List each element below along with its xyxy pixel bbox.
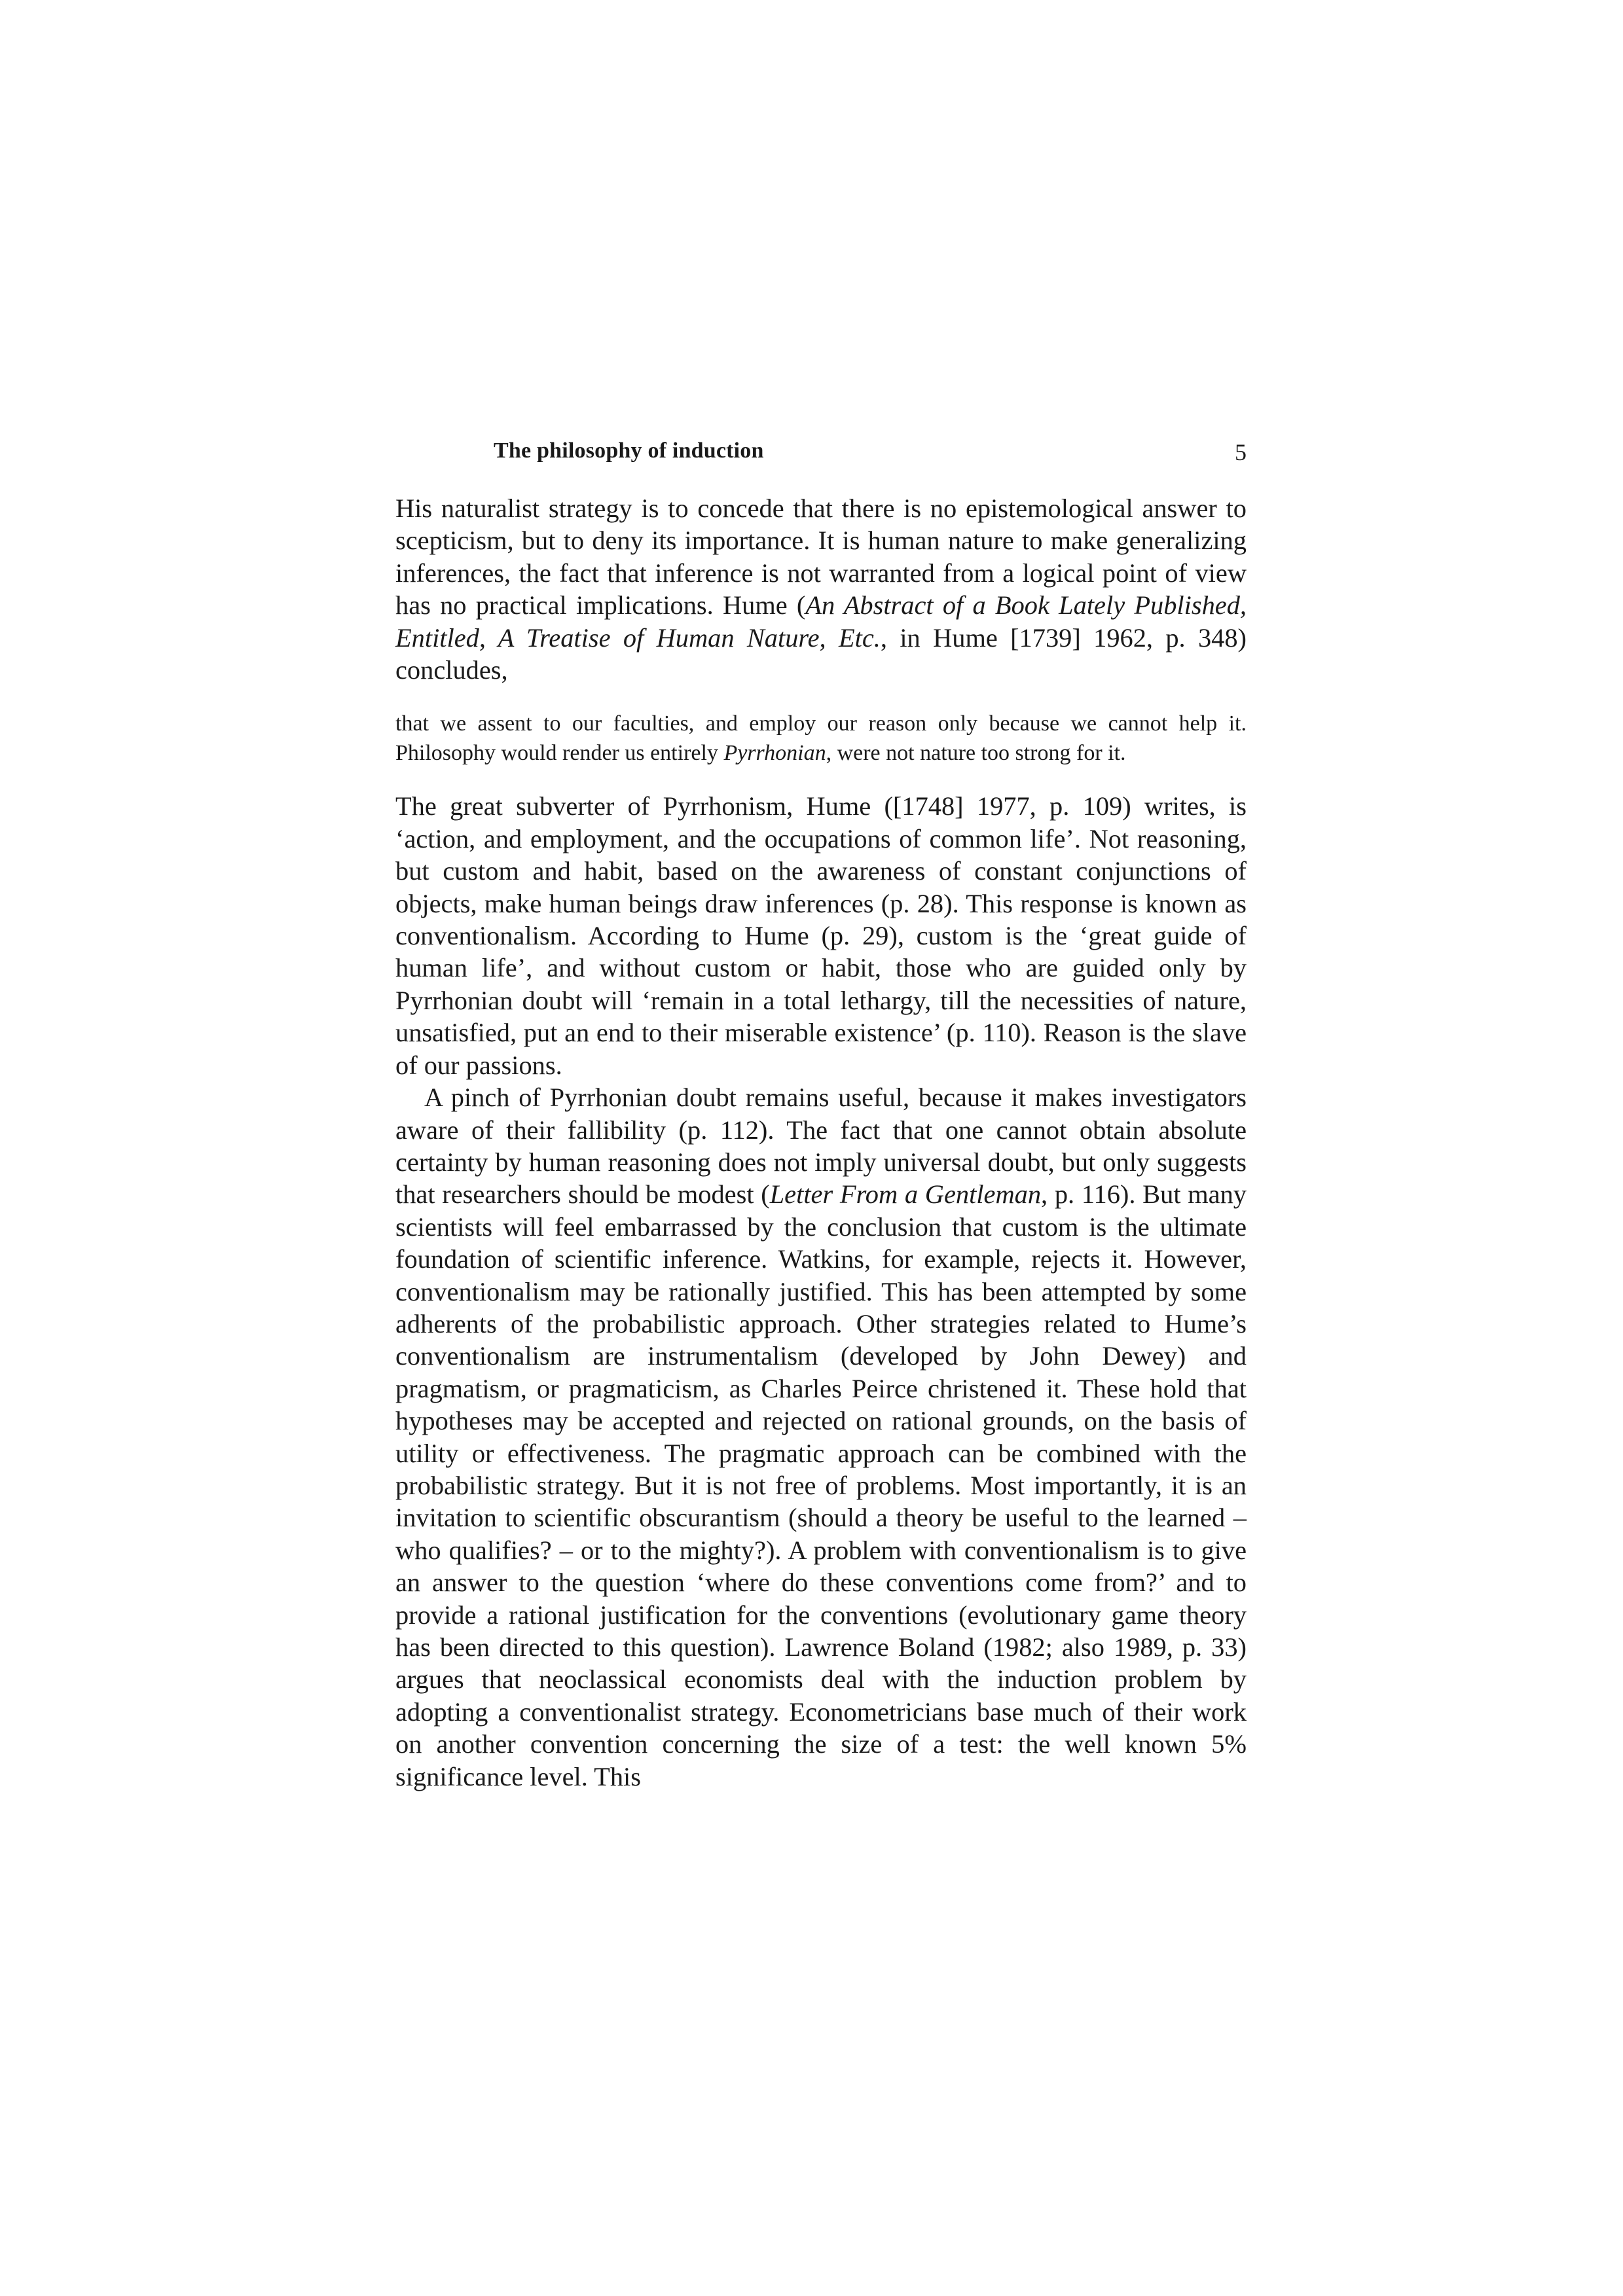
text-span: His naturalist strategy is to concede that there is no epistemological answer to scepticism, but to deny its importance. It is human nature to make generalizing inferences, the fact that inference is not warranted from a logical point of view has no practical implications. Hume ( bbox=[395, 493, 1247, 620]
paragraph-naturalist-strategy bbox=[395, 492, 1247, 686]
paragraph-great-subverter bbox=[395, 790, 1247, 1081]
text-span: that we assent to our faculties, and employ our reason only because we cannot help it. Philosophy would render us entirely bbox=[395, 711, 1247, 765]
running-head bbox=[395, 439, 1247, 478]
text-span: , in Hume [1739] 1962, p. 348) concludes, bbox=[395, 622, 1247, 685]
italic-pyrrhonian: Pyrrhonian bbox=[723, 740, 826, 765]
italic-title-letter: Letter From a Gentleman bbox=[769, 1179, 1042, 1210]
text-span: A pinch of Pyrrhonian doubt remains useful, because it makes investigators aware of their fallibility (p. 112). The fact that one cannot obtain absolute certainty by human reasoning does not imply universal doubt, but only suggests that researchers should be modest ( bbox=[395, 1083, 1247, 1210]
book-page bbox=[395, 439, 1247, 1793]
text-span: , were not nature too strong for it. bbox=[826, 740, 1126, 765]
running-title: The philosophy of induction bbox=[494, 439, 764, 463]
page-number: 5 bbox=[1235, 439, 1247, 465]
text-span: The great subverter of Pyrrhonism, Hume ([1748] 1977, p. 109) writes, is ‘action, and employment, and the occupations of common life’. Not reasoning, but custom and habit, based on the awareness of constant conjunctions of objects, make human beings draw inferences (p. 28). This response is known as conventionalism. According to Hume (p. 29), custom is the ‘great guide of human life’, and without custom or habit, those who are guided only by Pyrrhonian doubt will ‘remain in a total lethargy, till the necessities of nature, unsatisfied, put an end to their miserable existence’ (p. 110). Reason is the slave of our passions. bbox=[395, 791, 1247, 1080]
paragraph-pyrrhonian-doubt bbox=[395, 1081, 1247, 1793]
text-span: , p. 116). But many scientists will feel embarrassed by the conclusion that custom is the ultimate foundation of scientific inference. Watkins, for example, rejects it. However, conventionalism may be rationally justified. This has been attempted by some adherents of the probabilistic approach. Other strategies related to Hume’s conventionalism are instrumentalism (developed by John Dewey) and pragmatism, or pragmaticism, as Charles Peirce christened it. These hold that hypotheses may be accepted and rejected on rational grounds, on the basis of utility or effectiveness. The pragmatic approach can be combined with the probabilistic strategy. But it is not free of problems. Most importantly, it is an invitation to scientific obscurantism (should a theory be useful to the learned – who qualifies? – or to the mighty?). A problem with conventionalism is to give an answer to the question ‘where do these conventions come from?’ and to provide a rational justification for the conventions (evolutionary game theory has been directed to this question). Lawrence Boland (1982; also 1989, p. 33) argues that neoclassical economists deal with the induction problem by adopting a conventionalist strategy. Econometricians base much of their work on another convention concerning the size of a test: the well known 5% significance level. This bbox=[395, 1179, 1247, 1791]
italic-title-abstract: An Abstract of a Book Lately Published, Entitled, A Treatise of Human Nature, Etc. bbox=[395, 590, 1247, 653]
block-quote bbox=[395, 709, 1247, 768]
